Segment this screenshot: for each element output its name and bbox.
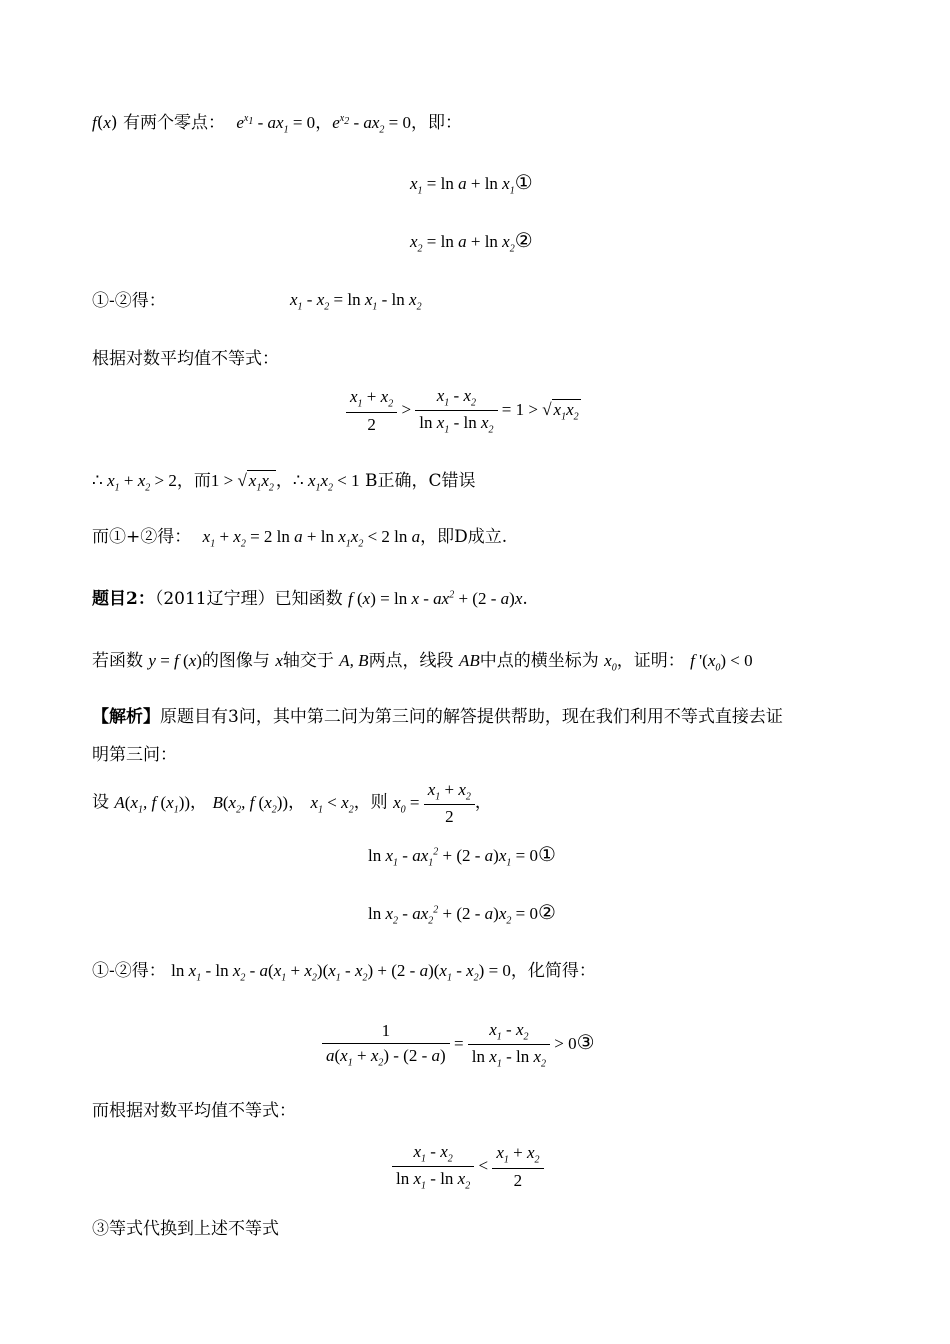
zeros-line: f(x) 有两个零点： $e^{x_1} - ax_1 = 0$，$e^{x_2} - ax_2 = 0$，即：	[92, 113, 462, 136]
log-mean-inequality: $\frac{x_1 + x_2}{2}$ > $\frac{x_1 - x_2}{\ln x_1 - \ln x_2}$ = 1 > √ $x_1x_2$	[346, 386, 581, 436]
log-mean-label: 根据对数平均值不等式：	[92, 349, 279, 369]
equation-1: $x_1 = \ln a + \ln$ $x_1①$	[410, 170, 533, 197]
add-line: 而①+②得： $x_1 + x_2 = 2$ $\ln a + \ln x_1x_2 < 2$ ln a，即D成立.	[92, 527, 508, 550]
question-2-title: 题目2：（2011辽宁理）已知函数 f $(x) = \ln x - ax^2 + (2 - a)x$.	[92, 589, 528, 609]
therefore-line: ∴ $x_1 + x_2 > 2$，而1 > √ $x_1x_2$ ，∴ $x_1x_2 < 1$ B正确，C错误	[92, 471, 476, 494]
q2-equation-1: $\ln x_1 - ax_1^2 + (2 - a)x_1$ = 0①	[368, 842, 556, 869]
final-line: ③等式代换到上述不等式	[92, 1219, 279, 1239]
subtract-equation: $x_1 - x_2 = \ln x_1 - \ln x_2$	[290, 290, 422, 313]
analysis-line-1: 【解析】原题目有3问，其中第二问为第三问的解答提供帮助，现在我们利用不等式直接去证	[92, 707, 783, 727]
log-mean-label-2: 而根据对数平均值不等式：	[92, 1101, 296, 1121]
analysis-line-2: 明第三问：	[92, 745, 177, 765]
q2-subtract-line: ①-②得： $\ln x_1 - \ln x_2 - a(x_1 + x_2)(x_1 - x_2) + (2 - a)(x_1 - x_2) = 0$，化简得：	[92, 961, 596, 984]
subtract-label: ①-②得：	[92, 291, 166, 311]
condition-line: 若函数 y = f (x)的图像与 x轴交于 A, B两点，线段 AB中点的横坐标为 $x_0$，证明： f '$(x_0) < 0$	[92, 651, 753, 674]
zeros-label: 有两个零点：	[122, 113, 225, 133]
log-mean-inequality-2: $\frac{x_1 - x_2}{\ln x_1 - \ln x_2}$ < $\frac{x_1 + x_2}{2}$	[392, 1142, 544, 1192]
set-line: 设 $A(x_1$, f $(x_1)$)， $B(x_2$, f $(x_2)$)， $x_1 < x_2$，则 $x_0$ = $\frac{x_1 + x_2}{2}$ ，	[92, 780, 492, 827]
equation-2: $x_2 = \ln a + \ln$ $x_2②$	[410, 228, 533, 255]
bc-conclusion: B正确，C错误	[365, 471, 476, 491]
q2-equation-2: $\ln x_2 - ax_2^2 + (2 - a)x_2$ = 0②	[368, 900, 556, 927]
simplified-equation-3: $\frac{1}{a(x_1 + x_2) - (2 - a)}$ = $\frac{x_1 - x_2}{\ln x_1 - \ln x_2}$ > 0③	[322, 1020, 595, 1070]
